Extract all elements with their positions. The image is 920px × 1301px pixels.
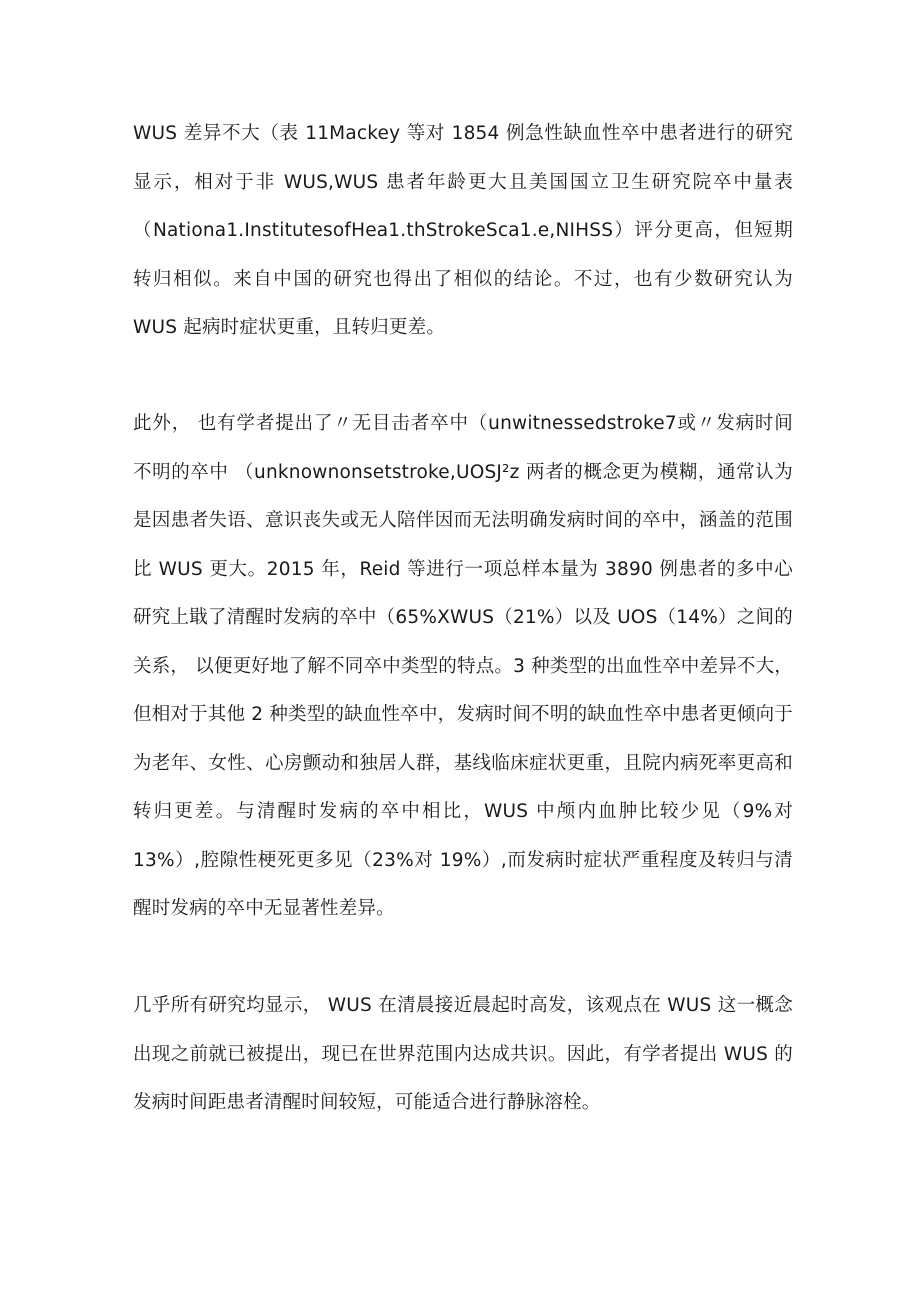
paragraph-morning-onset: 几乎所有研究均显示， WUS 在清晨接近晨起时高发，该观点在 WUS 这一概念出现之前就已被提出，现已在世界范围内达成共识。因此，有学者提出 WUS 的发病时间距患者清醒时间较短，可能适合进行静脉溶栓。: [133, 995, 793, 1113]
paragraph-wus-comparison: WUS 差异不大（表 11Mackey 等对 1854 例急性缺血性卒中患者进行的研究显示，相对于非 WUS,WUS 患者年龄更大且美国国立卫生研究院卒中量表（Nationa1.InstitutesofHea1.thStrokeSca1.e,NIHSS）评分更高，但短期转归相似。来自中国的研究也得出了相似的结论。不过，也有少数研究认为 WUS 起病时症状更重，且转归更差。: [133, 123, 793, 338]
paragraph-unwitnessed-stroke: 此外， 也有学者提出了〃无目击者卒中（unwitnessedstroke7或〃发病时间不明的卒中 （unknownonsetstroke,UOSJ²z 两者的概念更为模糊，通常认为是因患者失语、意识丧失或无人陪伴因而无法明确发病时间的卒中，涵盖的范围比 WUS 更大。2015 年，Reid 等进行一项总样本量为 3890 例患者的多中心研究上戢了清醒时发病的卒中（65%XWUS（21%）以及 UOS（14%）之间的关系， 以便更好地了解不同卒中类型的特点。3 种类型的出血性卒中差异不大，但相对于其他 2 种类型的缺血性卒中，发病时间不明的缺血性卒中患者更倾向于为老年、女性、心房颤动和独居人群，基线临床症状更重，且院内病死率更高和转归更差。与清醒时发病的卒中相比，WUS 中颅内血肿比较少见（9%对 13%）,腔隙性梗死更多见（23%对 19%）,而发病时症状严重程度及转归与清醒时发病的卒中无显著性差异。: [133, 413, 793, 919]
